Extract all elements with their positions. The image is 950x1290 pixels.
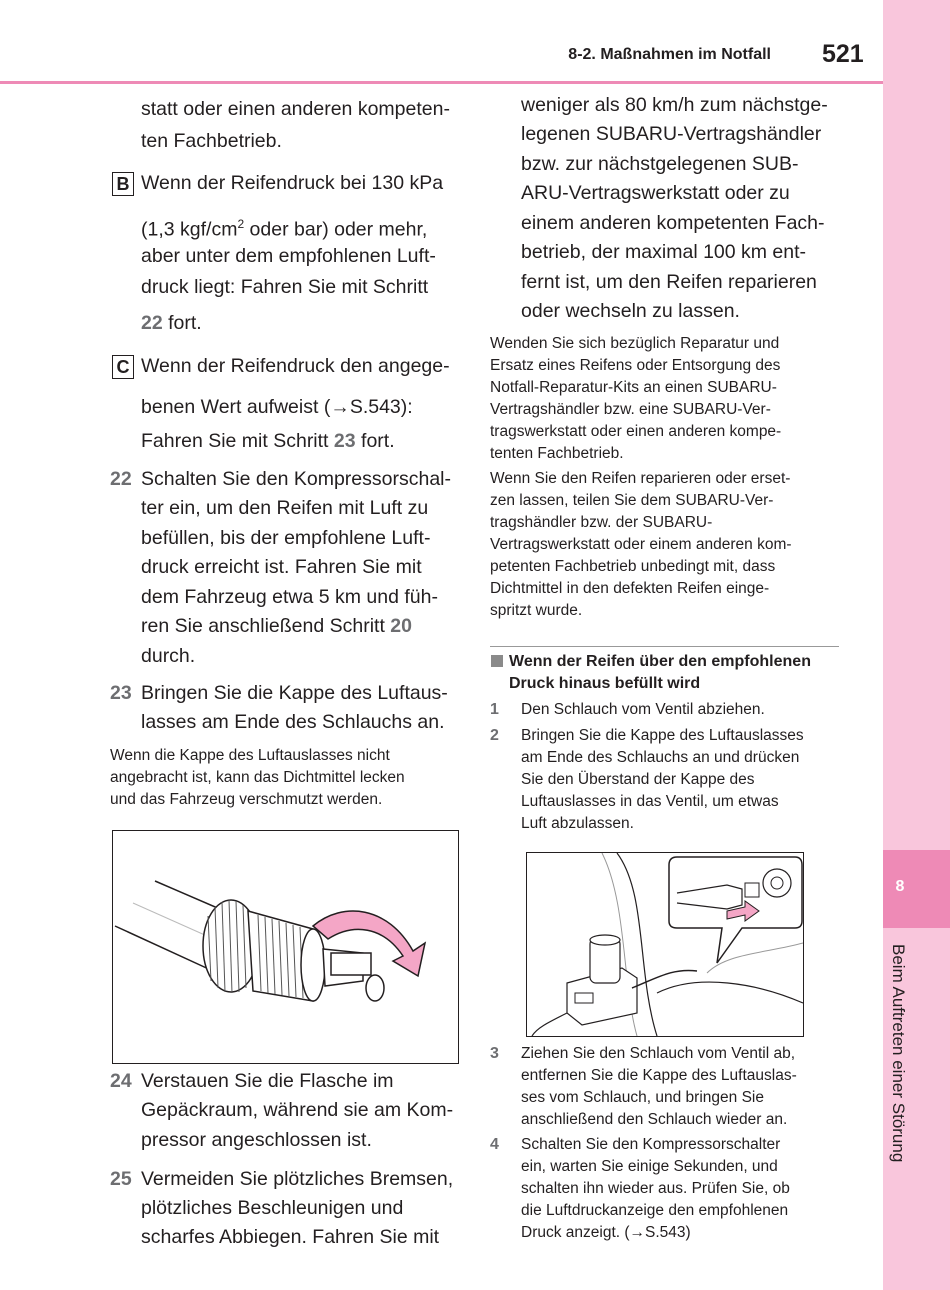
text-line: bzw. zur nächstgelegenen SUB- bbox=[521, 153, 799, 175]
step-number-1: 1 bbox=[490, 701, 499, 718]
text-line: Gepäckraum, während sie am Kom- bbox=[141, 1099, 454, 1121]
text-line: druck liegt: Fahren Sie mit Schritt bbox=[141, 276, 429, 298]
step-number-23: 23 bbox=[110, 682, 132, 704]
text-line: entfernen Sie die Kappe des Luftauslas- bbox=[521, 1067, 797, 1084]
text-line: aber unter dem empfohlenen Luft- bbox=[141, 245, 436, 267]
note-line: Vertragshändler bzw. eine SUBARU-Ver- bbox=[490, 401, 771, 418]
hose-cap-figure bbox=[112, 830, 459, 1064]
text-line: einem anderen kompetenten Fach- bbox=[521, 212, 825, 234]
text-line: druck erreicht ist. Fahren Sie mit bbox=[141, 556, 422, 578]
hose-cap-illustration bbox=[113, 831, 458, 1063]
text-line: Schalten Sie den Kompressorschal- bbox=[141, 468, 451, 490]
note-line: Wenn die Kappe des Luftauslasses nicht bbox=[110, 747, 390, 764]
note-line: tenten Fachbetrieb. bbox=[490, 445, 624, 462]
text-line: schalten ihn wieder aus. Prüfen Sie, ob bbox=[521, 1180, 790, 1197]
note-line: Ersatz eines Reifens oder Entsorgung des bbox=[490, 357, 781, 374]
text-line: ses vom Schlauch, und bringen Sie bbox=[521, 1089, 764, 1106]
chapter-title: Beim Auftreten einer Störung bbox=[889, 944, 908, 1163]
text-line: plötzliches Beschleunigen und bbox=[141, 1197, 404, 1219]
text-line: ten Fachbetrieb. bbox=[141, 130, 282, 152]
note-line: zen lassen, teilen Sie dem SUBARU-Ver- bbox=[490, 492, 774, 509]
section-title: 8-2. Maßnahmen im Notfall bbox=[568, 46, 771, 63]
note-line: Notfall-Reparatur-Kits an einen SUBARU- bbox=[490, 379, 777, 396]
text-line: weniger als 80 km/h zum nächstge- bbox=[521, 94, 828, 116]
text-line: Bringen Sie die Kappe des Luftaus- bbox=[141, 682, 448, 704]
step-number-4: 4 bbox=[490, 1136, 499, 1153]
text-line: die Luftdruckanzeige den empfohlenen bbox=[521, 1202, 789, 1219]
text-line: ARU-Vertragswerkstatt oder zu bbox=[521, 182, 790, 204]
text-line: ein, warten Sie einige Sekunden, und bbox=[521, 1158, 778, 1175]
text-line: Schalten Sie den Kompressorschalter bbox=[521, 1136, 781, 1153]
text-line: Wenn der Reifendruck den angege- bbox=[141, 355, 450, 377]
text-line: dem Fahrzeug etwa 5 km und füh- bbox=[141, 586, 438, 608]
note-line: angebracht ist, kann das Dichtmittel lecken bbox=[110, 769, 405, 786]
text-line: ter ein, um den Reifen mit Luft zu bbox=[141, 497, 429, 519]
text-line: Wenn der Reifendruck bei 130 kPa bbox=[141, 172, 444, 194]
section-marker-icon bbox=[491, 655, 503, 667]
text-line: anschließend den Schlauch wieder an. bbox=[521, 1111, 788, 1128]
text-line: statt oder einen anderen kompeten- bbox=[141, 98, 450, 120]
text-line: Verstauen Sie die Flasche im bbox=[141, 1070, 394, 1092]
text-line: legenen SUBARU-Vertragshändler bbox=[521, 123, 822, 145]
text-line: durch. bbox=[141, 645, 196, 667]
note-line: Wenden Sie sich bezüglich Reparatur und bbox=[490, 335, 780, 352]
text-line: Sie den Überstand der Kappe des bbox=[521, 771, 755, 788]
text-line: 22 fort. bbox=[141, 312, 202, 334]
option-label-b: B bbox=[112, 172, 134, 196]
note-line: Vertragswerkstatt oder einem anderen kom- bbox=[490, 536, 792, 553]
step-number-24: 24 bbox=[110, 1070, 132, 1092]
note-line: petenten Fachbetrieb unbedingt mit, dass bbox=[490, 558, 776, 575]
text-line: Fahren Sie mit Schritt 23 fort. bbox=[141, 430, 395, 452]
step-number-25: 25 bbox=[110, 1168, 132, 1190]
note-line: tragshändler bzw. der SUBARU- bbox=[490, 514, 713, 531]
chapter-tab[interactable] bbox=[883, 850, 950, 928]
step-number-2: 2 bbox=[490, 727, 499, 744]
step-number-22: 22 bbox=[110, 468, 132, 490]
text-line: (1,3 kgf/$cm^2$ oder bar) oder mehr, bbox=[141, 217, 428, 241]
note-line: tragswerkstatt oder einen anderen kompe- bbox=[490, 423, 782, 440]
text-line: betrieb, der maximal 100 km ent- bbox=[521, 241, 807, 263]
text-line: am Ende des Schlauchs an und drücken bbox=[521, 749, 800, 766]
text-line: ren Sie anschließend Schritt 20 bbox=[141, 615, 412, 637]
note-line: spritzt wurde. bbox=[490, 602, 583, 619]
text-line: fernt ist, um den Reifen reparieren bbox=[521, 271, 817, 293]
text-line: scharfes Abbiegen. Fahren Sie mit bbox=[141, 1226, 440, 1248]
text-line: Luft abzulassen. bbox=[521, 815, 634, 832]
note-line: und das Fahrzeug verschmutzt werden. bbox=[110, 791, 383, 808]
step-number-3: 3 bbox=[490, 1045, 499, 1062]
text-line: lasses am Ende des Schlauchs an. bbox=[141, 711, 445, 733]
section-divider bbox=[490, 646, 839, 647]
option-label-c: C bbox=[112, 355, 134, 379]
header-rule bbox=[0, 81, 883, 84]
text-line: befüllen, bis der empfohlene Luft- bbox=[141, 527, 431, 549]
text-line: oder wechseln zu lassen. bbox=[521, 300, 740, 322]
text-line: pressor angeschlossen ist. bbox=[141, 1129, 372, 1151]
text-line: Luftauslasses in das Ventil, um etwas bbox=[521, 793, 779, 810]
text-line: Ziehen Sie den Schlauch vom Ventil ab, bbox=[521, 1045, 796, 1062]
compressor-valve-illustration bbox=[527, 853, 803, 1036]
note-line: Dichtmittel in den defekten Reifen einge- bbox=[490, 580, 770, 597]
compressor-valve-figure bbox=[526, 852, 804, 1037]
text-line: benen Wert aufweist (→S.543): bbox=[141, 396, 413, 418]
chapter-number: 8 bbox=[895, 878, 905, 895]
note-line: Wenn Sie den Reifen reparieren oder erset- bbox=[490, 470, 791, 487]
text-line: Bringen Sie die Kappe des Luftauslasses bbox=[521, 727, 804, 744]
page-number: 521 bbox=[822, 40, 864, 68]
text-line: Den Schlauch vom Ventil abziehen. bbox=[521, 701, 765, 718]
subsection-title: Wenn der Reifen über den empfohlenen Druck hinaus befüllt wird bbox=[509, 653, 811, 692]
text-line: Vermeiden Sie plötzliches Bremsen, bbox=[141, 1168, 454, 1190]
text-line: Druck anzeigt. (→S.543) bbox=[521, 1224, 691, 1241]
